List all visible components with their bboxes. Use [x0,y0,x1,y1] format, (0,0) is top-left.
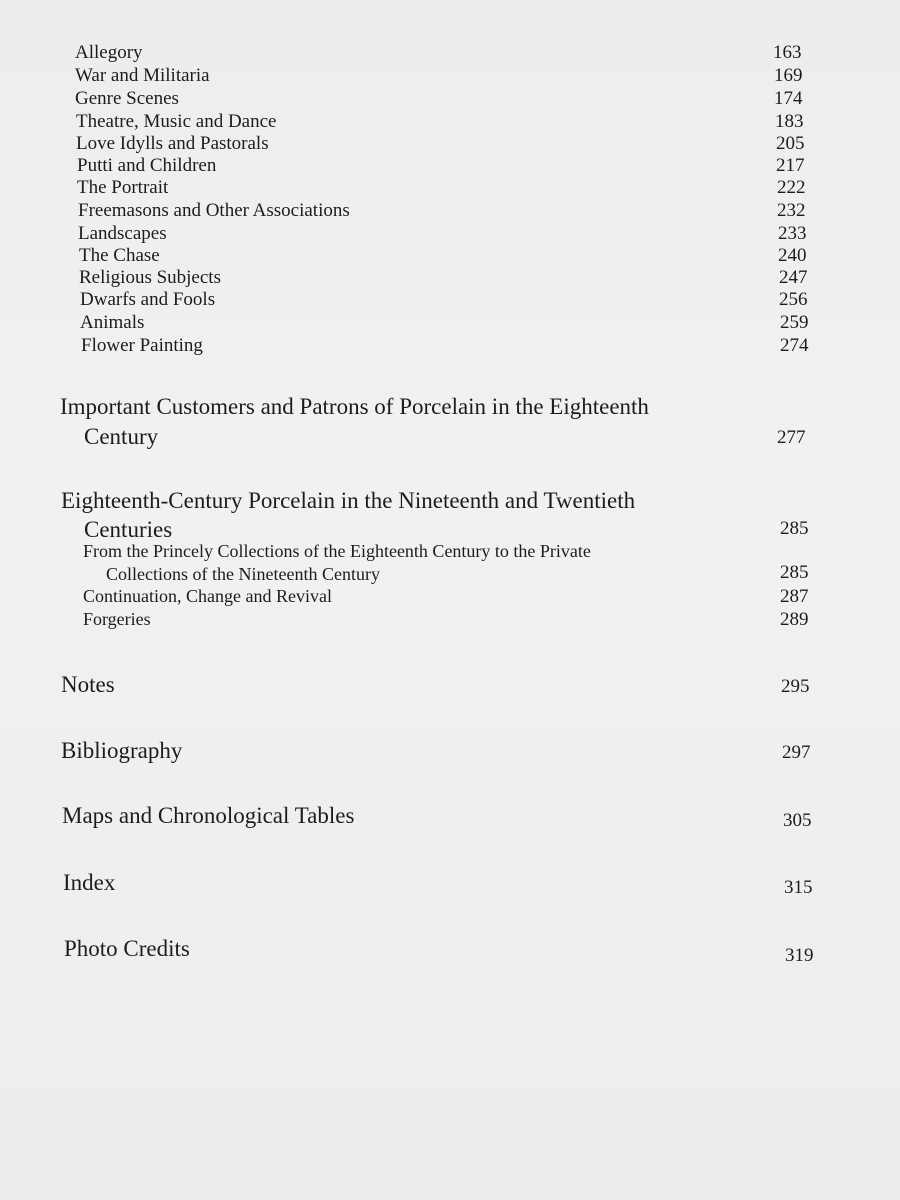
toc-section-title-line1: Eighteenth-Century Porcelain in the Nineteenth and Twentieth [61,488,636,513]
toc-section-page: 295 [781,676,810,697]
toc-section-page: 319 [785,945,814,966]
toc-entry-page: 247 [779,267,808,288]
toc-section-title-line2: Century [84,424,159,449]
toc-entry-the-portrait [0,178,900,202]
toc-section-title-line2: Centuries [84,517,173,542]
toc-section-maps-tables [0,804,900,834]
toc-section-notes [0,673,900,703]
toc-entry-page: 285 [780,562,809,583]
toc-entry-page: 256 [779,289,808,310]
toc-entry-page: 259 [780,312,809,333]
toc-entry-page: 240 [778,245,807,266]
toc-section-page: 285 [780,518,809,539]
toc-entry-title: Religious Subjects [79,267,221,288]
toc-section-photo-credits [0,937,900,967]
toc-entry-title: Genre Scenes [75,88,179,109]
toc-entry-page: 233 [778,223,807,244]
toc-section-title: Bibliography [61,738,183,763]
toc-section-title: Maps and Chronological Tables [62,803,355,828]
toc-entry-title: Animals [80,312,145,333]
toc-entry-page: 287 [780,586,809,607]
toc-entry-title: Forgeries [83,609,151,629]
toc-entry-page: 205 [776,133,805,154]
toc-entry-title: Love Idylls and Pastorals [76,133,269,154]
toc-entry-title: Flower Painting [81,335,203,356]
toc-entry-title: Continuation, Change and Revival [83,586,332,606]
toc-section-title: Index [63,870,116,895]
toc-entry-title: Freemasons and Other Associations [78,200,350,221]
toc-entry-animals [0,313,900,337]
toc-entry-freemasons [0,201,900,225]
toc-section-title-line1: Important Customers and Patrons of Porcelain in the Eighteenth [60,394,649,419]
toc-entry-dwarfs-fools [0,290,900,314]
toc-entry-allegory [0,43,900,67]
toc-entry-page: 174 [774,88,803,109]
toc-entry-page: 289 [780,609,809,630]
toc-entry-title: The Chase [79,245,160,266]
toc-entry-page: 222 [777,177,806,198]
toc-entry-page: 217 [776,155,805,176]
toc-section-page: 305 [783,810,812,831]
toc-entry-title-line1: From the Princely Collections of the Eighteenth Century to the Private [83,541,591,561]
toc-entry-flower-painting [0,336,900,360]
toc-entry-title: War and Militaria [75,65,210,86]
toc-entry-title-line2: Collections of the Nineteenth Century [106,564,380,584]
toc-entry-princely-collections [0,542,900,586]
toc-entry-page: 169 [774,65,803,86]
toc-section-title: Photo Credits [64,936,190,961]
toc-entry-title: Putti and Children [77,155,217,176]
toc-section-page: 297 [782,742,811,763]
toc-section-page: 315 [784,877,813,898]
toc-entry-title: The Portrait [77,177,169,198]
toc-entry-continuation-change-revival [0,587,900,611]
toc-entry-forgeries [0,610,900,634]
toc-section-customers [0,395,900,455]
toc-entry-title: Landscapes [78,223,167,244]
toc-section-page: 277 [777,427,806,448]
toc-entry-title: Allegory [75,42,143,63]
toc-section-index [0,871,900,901]
toc-entry-page: 232 [777,200,806,221]
toc-entry-genre-scenes [0,89,900,113]
toc-section-bibliography [0,739,900,769]
toc-entry-title: Dwarfs and Fools [80,289,216,310]
toc-section-nineteenth-twentieth [0,489,900,549]
toc-entry-war-and-militaria [0,66,900,90]
toc-entry-page: 183 [775,111,804,132]
toc-section-title: Notes [61,672,115,697]
toc-entry-title: Theatre, Music and Dance [76,111,277,132]
toc-entry-page: 274 [780,335,809,356]
toc-entry-page: 163 [773,42,802,63]
